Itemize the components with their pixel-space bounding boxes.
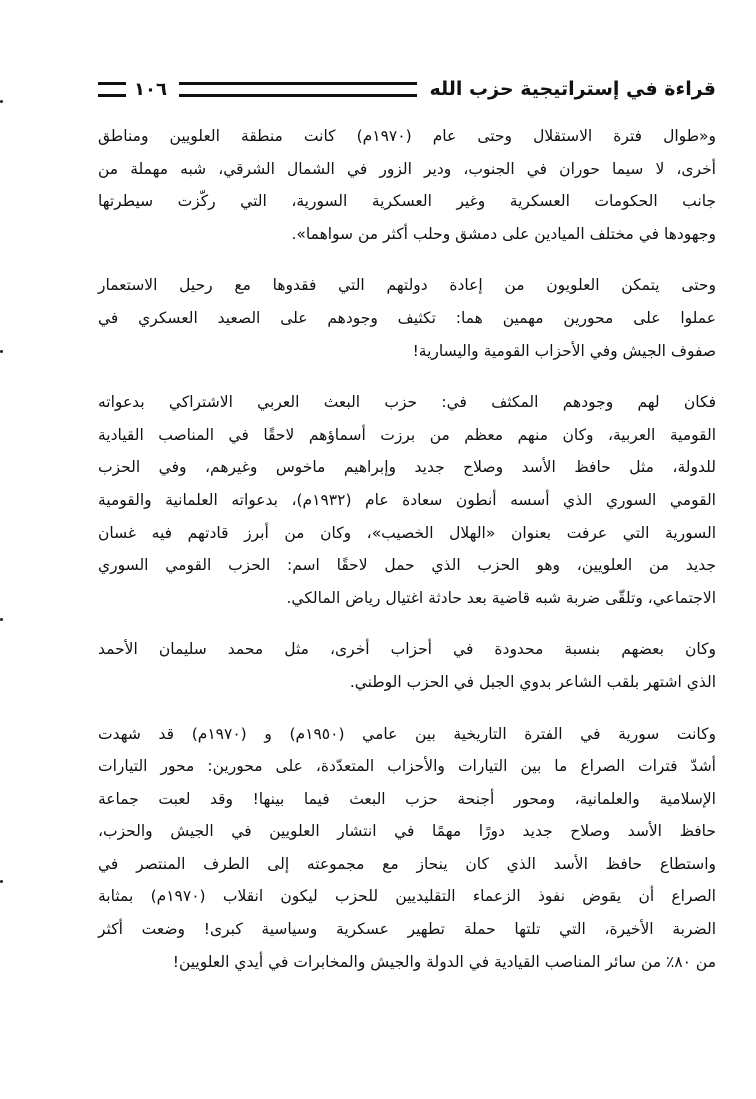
- paragraph: [98, 633, 716, 698]
- paragraph: [98, 269, 716, 367]
- book-title: قراءة في إستراتيجية حزب الله: [429, 78, 716, 100]
- text-line: عملوا على محورين مهمين هما: تكثيف وجودهم على الصعيد العسكري في: [98, 308, 716, 327]
- text-line: من ٨٠٪ من سائر المناصب القيادية في الدولة والجيش والمخابرات في أيدي العلويين!: [172, 952, 716, 971]
- text-line: السورية التي عرفت بعنوان «الهلال الخصيب»، وكان من أبرز قادتهم فيه غسان: [98, 523, 716, 542]
- running-header: [98, 72, 716, 106]
- paragraph: [98, 120, 716, 250]
- text-line: الإسلامية والعلمانية، ومحور أجنحة حزب البعث فيما بينها! وقد لعبت جماعة: [98, 789, 716, 808]
- text-line: الضربة الأخيرة، التي تلتها حملة تطهير عسكرية وسياسية كبرى! وضعت أكثر: [98, 920, 716, 939]
- text-line: وكان بعضهم بنسبة محدودة في أحزاب أخرى، مثل محمد سليمان الأحمد: [98, 640, 716, 659]
- text-line: للدولة، مثل حافظ الأسد وصلاح جديد وإبراهيم ماخوس وغيرهم، وفي الحزب: [98, 458, 716, 477]
- text-line: جانب الحكومات العسكرية وغير العسكرية السورية، التي ركّزت سيطرتها: [98, 192, 716, 211]
- scan-speck: [0, 100, 3, 103]
- text-line: القومية العربية، وكان منهم معظم من برزت أسماؤهم لاحقًا في المناصب القيادية: [98, 425, 716, 444]
- text-line: القومي السوري الذي أسسه أنطون سعادة عام (١٩٣٢م)، بدعواته العلمانية والقومية: [98, 490, 716, 509]
- text-line: أشدّ فترات الصراع ما بين التيارات والأحزاب المتعدّدة، على محورين: محور التيارات: [98, 757, 716, 776]
- header-marks: [98, 82, 126, 97]
- text-line: الاجتماعي، وتلقّى ضربة شبه قاضية بعد حادثة اغتيال رياض المالكي.: [286, 588, 716, 607]
- text-line: أخرى، لا سيما حوران في الجنوب، ودير الزور في الشمال الشرقي، شبه مهملة من: [98, 159, 716, 178]
- paragraph: [98, 718, 716, 979]
- text-line: وكانت سورية في الفترة التاريخية بين عامي (١٩٥٠م) و (١٩٧٠م) قد شهدت: [98, 724, 717, 743]
- text-line: صفوف الجيش وفي الأحزاب القومية واليسارية!: [412, 341, 716, 360]
- text-line: وجهودها في مختلف الميادين على دمشق وحلب أكثر من سواهما».: [291, 224, 716, 243]
- scan-speck: [0, 880, 3, 883]
- header-rule: [179, 82, 418, 97]
- paragraph: [98, 386, 716, 614]
- text-line: الذي اشتهر بلقب الشاعر بدوي الجبل في الحزب الوطني.: [349, 672, 716, 691]
- text-line: وحتى يتمكن العلويون من إعادة دولتهم التي فقدوها مع رحيل الاستعمار: [98, 276, 716, 295]
- text-line: فكان لهم وجودهم المكثف في: حزب البعث العربي الاشتراكي بدعواته: [98, 393, 716, 412]
- scan-speck: [0, 350, 3, 353]
- page-number: ١٠٦: [134, 78, 167, 100]
- text-line: و«طوال فترة الاستقلال وحتى عام (١٩٧٠م) كانت منطقة العلويين ومناطق: [98, 127, 716, 145]
- scan-speck: [0, 618, 3, 621]
- text-line: الصراع أن يقوض نفوذ الزعماء التقليديين للحزب ليكون انقلاب (١٩٧٠م) بمثابة: [98, 887, 716, 906]
- text-line: واستطاع حافظ الأسد الذي كان ينحاز مع مجموعته إلى الطرف المنتصر في: [98, 854, 716, 873]
- text-line: جديد من العلويين، وهو الحزب الذي حمل لاحقًا اسم: الحزب القومي السوري: [98, 556, 716, 575]
- page-body: [98, 120, 716, 997]
- text-line: حافظ الأسد وصلاح جديد دورًا مهمًا في انتشار العلويين في الجيش والحزب،: [98, 822, 716, 841]
